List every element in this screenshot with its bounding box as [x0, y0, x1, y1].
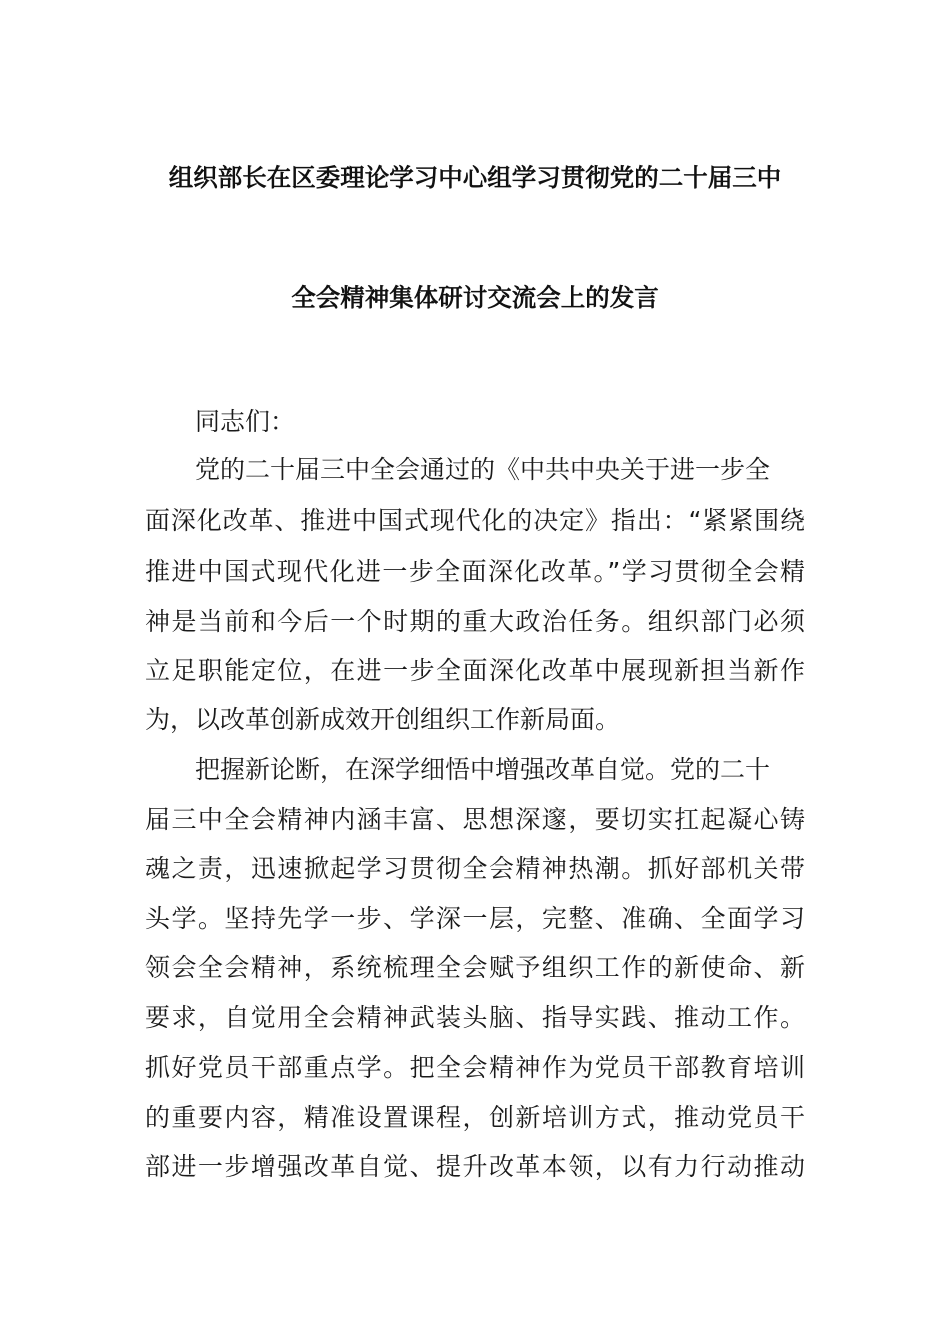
paragraph-1-line: 为，以改革创新成效开创组织工作新局面。: [145, 705, 621, 734]
paragraph-2-line: 魂之责，迅速掀起学习贯彻全会精神热潮。抓好部机关带: [145, 854, 805, 883]
document-title-line-1: 组织部长在区委理论学习中心组学习贯彻党的二十届三中: [168, 163, 782, 192]
paragraph-1-line: 神是当前和今后一个时期的重大政治任务。组织部门必须: [145, 607, 805, 636]
paragraph-1-line: 面深化改革、推进中国式现代化的决定》指出：“紧紧围绕: [145, 506, 805, 535]
document-title-line-2: 全会精神集体研讨交流会上的发言: [291, 283, 659, 312]
paragraph-2-line: 把握新论断，在深学细悟中增强改革自觉。党的二十: [195, 755, 771, 784]
paragraph-2-line: 的重要内容，精准设置课程，创新培训方式，推动党员干: [145, 1103, 805, 1132]
paragraph-1-line: 立足职能定位，在进一步全面深化改革中展现新担当新作: [145, 656, 805, 685]
paragraph-1-line: 党的二十届三中全会通过的《中共中央关于进一步全: [195, 455, 771, 484]
paragraph-2-line: 抓好党员干部重点学。把全会精神作为党员干部教育培训: [145, 1053, 805, 1082]
paragraph-2-line: 领会全会精神，系统梳理全会赋予组织工作的新使命、新: [145, 953, 805, 982]
paragraph-2-line: 头学。坚持先学一步、学深一层，完整、准确、全面学习: [145, 904, 805, 933]
paragraph-1-line: 推进中国式现代化进一步全面深化改革。”学习贯彻全会精: [145, 557, 805, 586]
paragraph-2-line: 届三中全会精神内涵丰富、思想深邃，要切实扛起凝心铸: [145, 805, 805, 834]
paragraph-2-line: 要求，自觉用全会精神武装头脑、指导实践、推动工作。: [145, 1003, 805, 1032]
paragraph-2-line: 部进一步增强改革自觉、提升改革本领，以有力行动推动: [145, 1152, 805, 1181]
salutation: 同志们：: [195, 407, 296, 436]
